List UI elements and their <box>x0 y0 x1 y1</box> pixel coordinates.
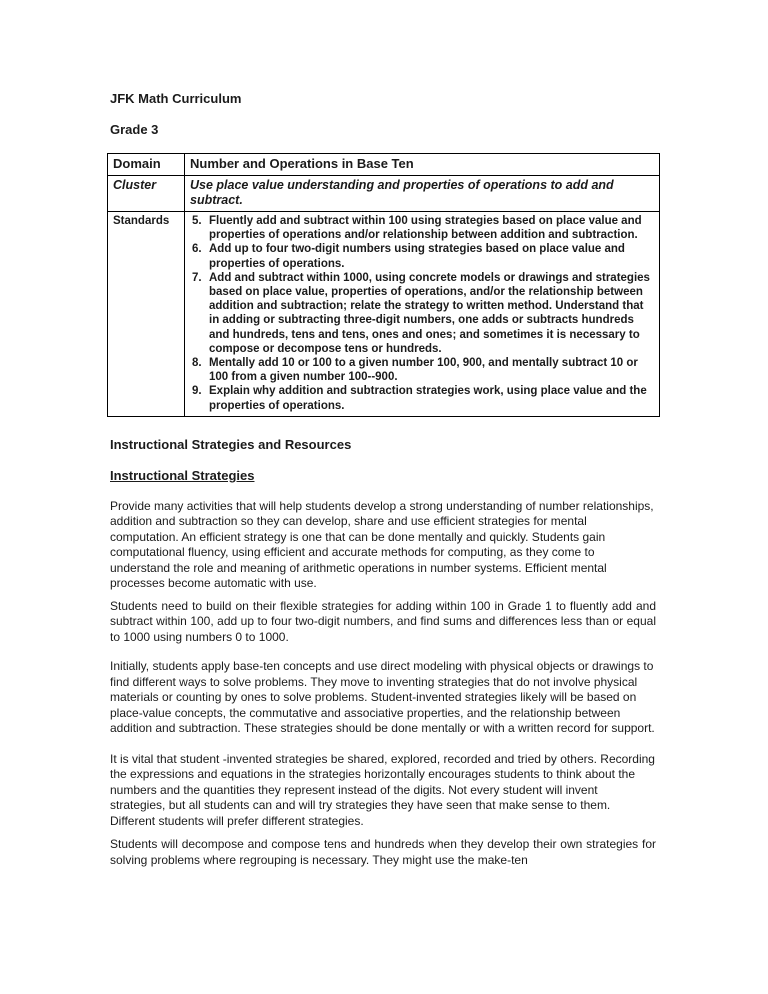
standard-number: 5. <box>192 215 202 227</box>
curriculum-table <box>107 153 660 417</box>
domain-value: Number and Operations in Base Ten <box>185 154 660 176</box>
standards-list <box>190 214 654 413</box>
paragraph: Students need to build on their flexible strategies for adding within 100 in Grade 1 to fluently add and subtract within 100, add up to four two-digit numbers, and find sums and differences less than or equal to 1000 using numbers 0 to 1000. <box>110 598 656 644</box>
sub-heading: Instructional Strategies <box>110 467 255 483</box>
standard-item <box>192 242 654 270</box>
table-row-standards <box>108 212 660 417</box>
paragraph: It is vital that student -invented strategies be shared, explored, recorded and tried by others. Recording the expressions and equations in the strategies horizontally encourages students to think about the numbers and the quantities they represent instead of the digits. Not every student will invent strategies, but all students can and will try strategies they have seen that make sense to them. Different students will prefer different strategies. <box>110 751 655 828</box>
paragraph: Students will decompose and compose tens and hundreds when they develop their own strategies for solving problems where regrouping is necessary. They might use the make-ten <box>110 837 656 867</box>
standard-item <box>192 271 654 356</box>
section-heading: Instructional Strategies and Resources <box>110 436 352 452</box>
standard-text: Add and subtract within 1000, using concrete models or drawings and strategies based on place value, properties of operations, and/or the relationship between addition and subtraction; relate the strategy to written method. Understand that in adding or subtracting three-digit numbers, one adds or subtracts hundreds and hundreds, tens and tens, ones and ones; and sometimes it is necessary to compose or decompose tens or hundreds. <box>209 271 650 355</box>
domain-label: Domain <box>108 154 185 176</box>
paragraph: Provide many activities that will help students develop a strong understanding of number relationships, addition and subtraction so they can develop, share and use efficient strategies for mental computation. An efficient strategy is one that can be done mentally and quickly. Students gain computational fluency, using efficient and accurate methods for computing, as they come to understand the role and meaning of arithmetic operations in number systems. Efficient mental processes become automatic with use. <box>110 498 654 591</box>
cluster-label: Cluster <box>108 176 185 212</box>
standard-item <box>192 384 654 412</box>
standard-number: 7. <box>192 271 202 284</box>
standard-text: Add up to four two-digit numbers using strategies based on place value and properties of operations. <box>209 243 625 270</box>
standard-item <box>192 356 654 384</box>
standard-item <box>192 214 654 242</box>
grade-label: Grade 3 <box>110 122 159 137</box>
document-title: JFK Math Curriculum <box>110 91 242 106</box>
table-row-domain <box>108 154 660 176</box>
standard-text: Fluently add and subtract within 100 using strategies based on place value and properties of operations and/or relationship between addition and subtraction. <box>209 215 642 242</box>
table-row-cluster <box>108 176 660 212</box>
cluster-value: Use place value understanding and properties of operations to add and subtract. <box>185 176 660 212</box>
paragraph: Initially, students apply base-ten concepts and use direct modeling with physical objects or drawings to find different ways to solve problems. They move to inventing strategies that do not involve physical materials or counting by ones to solve problems. Student-invented strategies likely will be based on place-value concepts, the commutative and associative properties, and the relationship between addition and subtraction. These strategies should be done mentally or with a written record for support. <box>110 659 655 736</box>
standard-number: 8. <box>192 357 202 370</box>
standard-text: Mentally add 10 or 100 to a given number 100, 900, and mentally subtract 10 or 100 from a given number 100--900. <box>209 357 638 384</box>
standard-text: Explain why addition and subtraction strategies work, using place value and the properties of operations. <box>209 385 647 412</box>
standard-number: 9. <box>192 385 202 398</box>
standards-cell <box>185 212 660 417</box>
standards-label: Standards <box>108 212 185 417</box>
standard-number: 6. <box>192 243 202 256</box>
